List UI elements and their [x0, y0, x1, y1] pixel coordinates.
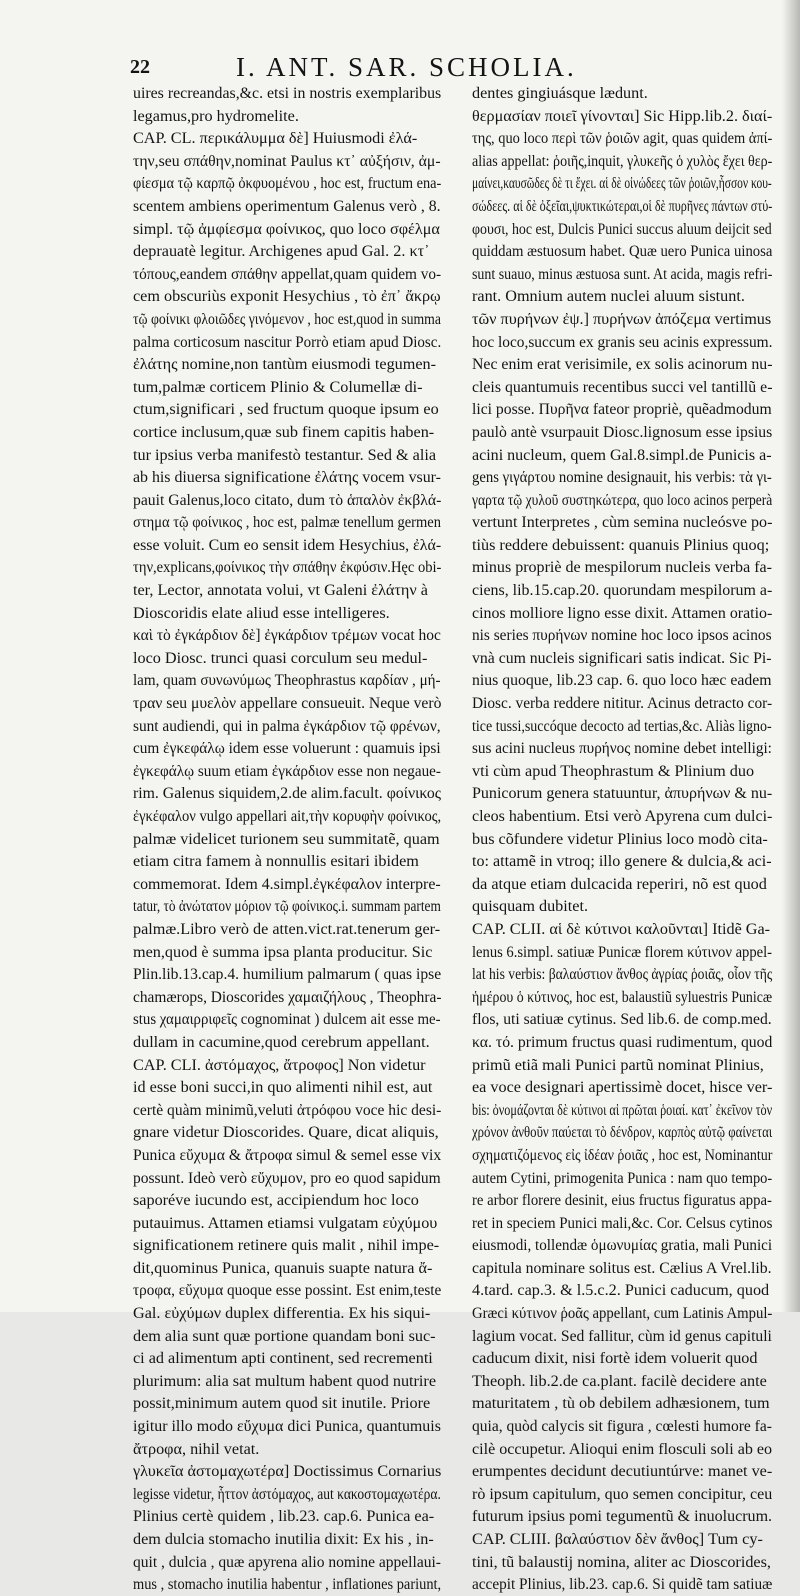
text-line: Plinius certè quidem , lib.23. cap.6. Punica ea-: [133, 1507, 435, 1526]
text-line: τραν seu μυελὸν appellare consueuit. Neque verò: [133, 694, 442, 713]
text-line: autem Cytini, primogenita Punica : nam quo tempo-: [472, 1168, 773, 1187]
text-line: saporéve iucundo est, accipiendum hoc loco: [133, 1191, 419, 1210]
text-line: capitula nominare solitus est. Cælius A Vrel.lib.: [472, 1258, 772, 1277]
text-line: significationem retinere quis malit , nihil impe-: [133, 1236, 440, 1255]
text-line: commemorat. Idem 4.simpl.ἐγκέφαλον interpre-: [133, 874, 441, 893]
text-line: φίεσμα τῷ καρπῷ ὀκφυομένου , hoc est, fructum ena-: [133, 174, 442, 193]
text-line: to: attamẽ in vtroq; illo genere & dulcia,& aci-: [472, 852, 772, 871]
text-line: Diosc. verba reddere nititur. Acinus detracto cor-: [472, 694, 773, 713]
text-line: CAP. CLII. αἱ δὲ κύτινοι καλοῦνται] Itidẽ Ga-: [472, 919, 771, 938]
text-line: cinos molliore ligno esse dixit. Attamen oratio-: [472, 603, 773, 622]
text-line: cortice inclusum,quæ sub finem capitis haben-: [133, 422, 435, 441]
text-line: rant. Omnium autem nuclei aluum sistunt.: [472, 287, 745, 306]
text-line: palma corticosum nascitur Porrò etiam apud Diosc.: [133, 332, 442, 351]
text-line: dem dulcia stomacho inutilia dixit: Ex his , in-: [133, 1530, 434, 1548]
running-title: I. ANT. SAR. SCHOLIA.: [236, 52, 577, 82]
text-line: pauit Galenus,loco citato, dum τὸ ἁπαλὸν ἐκβλά-: [133, 490, 442, 509]
gutter-shadow: [782, 0, 800, 1312]
text-line: καὶ τὸ ἐγκάρδιον δὲ] ἐγκάρδιον τρέμων vocat hoc: [133, 626, 441, 645]
text-line: bus cõfundere videtur Plinius loco modò cita-: [472, 829, 768, 848]
text-line: φουσι, hoc est, Dulcis Punici succus aluum deijcit sed: [472, 219, 772, 238]
text-line: ab his diuersa significatione ἐλάτης vocem vsur-: [133, 468, 441, 487]
text-line: γλυκεῖα ἀστομαχωτέρα] Doctissimus Cornarius: [133, 1462, 442, 1481]
text-line: da atque etiam dulcacida reperiri, nõ est quod: [472, 874, 767, 893]
text-line: mus , stomacho inutilia habentur , inflationes pariunt,: [133, 1575, 442, 1594]
text-line: ἐγκέφαλον vulgo appellari ait,τὴν κορυφὴν φοίνικος,: [133, 807, 442, 825]
text-line: etiam citra famem à nonnullis esitari ibidem: [133, 852, 419, 871]
page-number: 22: [130, 56, 150, 78]
text-line: γαρτα τῷ χυλοῦ συστηκώτερα, quo loco acinos perperà: [472, 490, 773, 509]
text-line: cleos habentium. Etsi verò Apyrena cum dulci-: [472, 807, 773, 825]
right-column: [472, 82, 772, 1596]
text-line: Punicorum genera statuuntur, ἀπυρήνων & nu-: [472, 784, 773, 803]
text-line: eiusmodi, tollendæ ὁμωνυμίας gratia, mali Punici: [472, 1236, 773, 1255]
text-line: χρόνον ἀνθοῦν παύεται τὸ δένδρον, καρπὸς αὐτῷ φαίνεται: [472, 1123, 773, 1142]
text-line: vnà cum nucleis significari satis indicat. Sic Pi-: [472, 648, 772, 667]
text-line: την,seu σπάθην,nominat Paulus κτ᾽ αὐξήσιν, ἀμ-: [133, 151, 441, 170]
text-line: ret in speciem Punici mali,&c. Cor. Celsus cytinos: [472, 1213, 773, 1232]
text-line: ciens, lib.15.cap.20. quorundam mespilorum a-: [472, 581, 773, 600]
text-line: tur ipsius verba manifestò testantur. Sed & alia: [133, 445, 437, 464]
text-line: flos, uti satiuæ cytinus. Sed lib.6. de comp.med.: [472, 1010, 772, 1029]
text-line: esse voluit. Cum eo sensit idem Hesychius, ἐλά-: [133, 535, 442, 554]
text-line: tini, tũ balaustij nomina, aliter ac Dioscorides,: [472, 1552, 771, 1571]
text-line: θερμασίαν ποιεῖ γίνονται] Sic Hipp.lib.2. διαί-: [472, 106, 773, 125]
text-line: dit,quominus Punica, quanuis suapte natura ἄ-: [133, 1258, 433, 1277]
text-line: CAP. CLIII. βαλαύστιον δὲν ἄνθος] Tum cy-: [472, 1530, 763, 1548]
text-line: lenus 6.simpl. satiuæ Punicæ florem κύτινον appel-: [472, 942, 773, 961]
text-line: acini nucleum, quem Gal.8.simpl.de Punicis a-: [472, 445, 772, 464]
text-line: palmæ.Libro verò de atten.vict.rat.tenerum ger-: [133, 919, 441, 938]
text-line: sunt suauo, minus æstuosa sunt. At acida, magis refri-: [472, 264, 773, 283]
text-line: Nec enim erat verisimile, ex solis acinorum nu-: [472, 355, 773, 374]
text-line: Gal. εὐχύμων duplex differentia. Ex his siqui-: [133, 1304, 431, 1323]
text-line: σχηματιζόμενος εἰς ἰδέαν ῥοιᾶς , hoc est, Nominantur: [472, 1145, 773, 1164]
text-line: την,explicans,φοίνικος τὴν σπάθην ἐκφύσιν.Hęc obi-: [133, 558, 442, 577]
text-line: της, quo loco περὶ τῶν ῥοιῶν agit, quas quidem ἀπί-: [472, 129, 773, 148]
text-line: cilè occupetur. Alioqui enim flosculi soli ab eo: [472, 1439, 773, 1458]
text-line: legisse videtur, ἧττον ἀστόμαχος, aut κακοστομαχωτέρα.: [133, 1484, 441, 1503]
text-line: plurimum: alia sat multum habent quod nutrire: [133, 1371, 437, 1390]
text-line: re arbor florere desinit, eius fructus figuratus appa-: [472, 1191, 772, 1210]
text-line: μαίνει,καυσῶδες δὲ τι ἔχει. αἱ δὲ οἰνώδεες τῶν ῥοιῶν,ἧσσον κου-: [472, 174, 772, 193]
text-line: ter, Lector, annotata volui, vt Galeni ἐλάτην à: [133, 581, 428, 600]
text-line: cum ἐγκεφάλῳ idem esse voluerunt : quamuis ipsi: [133, 739, 441, 758]
text-line: id esse boni succi,in quo alimenti nihil est, aut: [133, 1078, 433, 1097]
text-line: ἄτροφα, nihil vetat.: [133, 1439, 260, 1458]
text-line: certè quàm minimũ,veluti ἀτρόφου voce hic desi-: [133, 1100, 442, 1119]
text-line: στημα τῷ φοίνικος , hoc est, palmæ tenellum germen: [133, 513, 441, 532]
text-line: CAP. CL. περικάλυμμα δὲ] Huiusmodi ἐλά-: [133, 129, 418, 148]
text-line: σώδεες. αἱ δὲ ὀξεῖαι,ψυκτικώτεραι,οἱ δὲ πυρῆνες πάντων στύ-: [472, 196, 773, 215]
text-line: putauimus. Attamen etiamsi vulgatam εὐχύμου: [133, 1213, 438, 1232]
text-line: quisquam dubitet.: [472, 897, 588, 916]
text-line: Dioscoridis elate aliud esse intelligeres.: [133, 603, 390, 622]
text-line: uires recreandas,&c. etsi in nostris exemplaribus: [133, 84, 442, 102]
text-line: men,quod è summa ipsa planta producitur. Sic: [133, 942, 433, 961]
text-line: bis: ὀνομάζονται δὲ κύτινοι αἱ πρῶται ῥοιαί. κατ᾽ ἐκεῖνον τὸν: [472, 1100, 773, 1119]
left-column: [133, 82, 441, 1596]
text-line: quiddam æstuosum habet. Quæ uero Punica uinosa: [472, 242, 773, 261]
page-header: [130, 52, 760, 86]
text-line: tatur, τὸ ἀνώτατον μόριον τῷ φοίνικος.i. summam partem: [133, 897, 441, 916]
text-line: tiùs reddere debuissent: quanuis Plinius quoq;: [472, 535, 770, 554]
text-line: futurum ipsius pomi tegumentũ & inuolucrum.: [472, 1507, 773, 1526]
text-line: palmæ videlicet turionem seu summitatẽ, quam: [133, 829, 440, 848]
text-line: dullam in cacumine,quod cerebrum appellant.: [133, 1032, 430, 1051]
text-line: ἡμέρου ὁ κύτινος, hoc est, balaustiũ syluestris Punicæ: [472, 987, 773, 1006]
text-line: ea voce designari apertissimè docet, hisce ver-: [472, 1078, 773, 1097]
text-line: vertunt Interpretes , cùm semina nucleósve po-: [472, 513, 773, 532]
text-line: ἐλάτης nomine,non tantùm eiusmodi tegumen-: [133, 355, 437, 374]
text-line: κα. τό. primum fructus quasi rudimentum, quod: [472, 1032, 773, 1051]
text-line: ci ad alimentum apti continent, sed recrementi: [133, 1349, 433, 1368]
text-line: nius quoque, lib.23 cap. 6. quo loco hæc eadem: [472, 671, 772, 690]
text-line: vti cùm apud Theophrastum & Plinium duo: [472, 761, 755, 780]
text-line: gens γιγάρτου nomine designauit, his verbis: τὰ γι-: [472, 468, 772, 487]
text-line: τῷ φοίνικι φλοιῶδες γινόμενον , hoc est,quod in summa: [133, 309, 441, 328]
text-line: lici posse. Πυρῆνα fateor propriè, quẽadmodum: [472, 400, 772, 419]
text-line: simpl. τῷ ἀμφίεσμα φοίνικος, quo loco σφέλμα: [133, 219, 440, 238]
text-line: possunt. Ideò verò εὔχυμον, pro eo quod sapidum: [133, 1168, 441, 1187]
text-line: minus propriè de mespilorum nucleis verba fa-: [472, 558, 772, 577]
text-line: igitur illo modo εὔχυμα dici Punica, quantumuis: [133, 1417, 441, 1436]
text-line: maturitatem , tù ob debilem adhæsionem, tum: [472, 1394, 770, 1413]
text-line: quit , dulcia , quæ apyrena alio nomine appellaui-: [133, 1552, 441, 1571]
text-line: dem alia sunt quæ portione quandam boni suc-: [133, 1326, 436, 1345]
text-line: rò ipsum capitulum, quo semen concipitur, ceu: [472, 1484, 773, 1503]
text-line: legamus,pro hydromelite.: [133, 106, 299, 125]
text-line: tum,palmæ corticem Plinio & Columellæ di-: [133, 377, 423, 396]
text-line: ἐγκεφάλῳ suum etiam ἐγκάρδιον esse non negaue-: [133, 761, 441, 780]
text-line: Græci κύτινον ῥοᾶς appellant, cum Latinis Ampul-: [472, 1304, 773, 1323]
text-line: Punica εὔχυμα & ἄτροφα simul & semel esse vix: [133, 1145, 442, 1164]
text-line: possit,minimum autem quod sit inutile. Priore: [133, 1394, 431, 1413]
text-line: CAP. CLI. ἀστόμαχος, ἄτροφος] Non videtur: [133, 1055, 426, 1074]
text-line: gnare videtur Dioscorides. Quare, dicat aliquis,: [133, 1123, 439, 1142]
text-line: deprauatè legitur. Archigenes apud Gal. 2. κτ᾽: [133, 242, 430, 261]
text-line: sunt audiendi, qui in palma ἐγκάρδιον τῷ φρένων,: [133, 716, 441, 735]
text-line: cem obscuriùs exponit Hesychius , τὸ ἐπ᾽ ἄκρῳ: [133, 287, 441, 306]
text-line: τροφα, εὔχυμα quoque esse possint. Est enim,teste: [133, 1281, 442, 1300]
text-line: paulò antè vsurpauit Diosc.lignosum esse ipsius: [472, 422, 773, 441]
text-line: scentem ambiens operimentum Galenus verò , 8.: [133, 196, 441, 215]
text-line: nis series πυρήνων nomine hoc loco ipsos acinos: [472, 626, 772, 645]
text-line: sus acini nucleus πυρήνος nomine debet intelligi:: [472, 739, 772, 758]
text-line: lam, quam συνωνύμως Theophrastus καρδίαν , μή-: [133, 671, 441, 690]
text-line: Theoph. lib.2.de ca.plant. facilè decidere ante: [472, 1371, 767, 1390]
text-line: caducum dixit, nisi fortè idem voluerit quod: [472, 1349, 758, 1368]
text-line: chamærops, Dioscorides χαμαιζήλους , Theophra-: [133, 987, 442, 1006]
text-line: dentes gingiuásque lædunt.: [472, 84, 648, 102]
text-line: tice tussi,succóque decocto ad tertias,&c. Aliàs ligno-: [472, 716, 772, 735]
text-line: erumpentes decidunt decutiuntúrve: manet ve-: [472, 1462, 773, 1481]
text-line: primũ etiã mali Punici partũ nominat Plinius,: [472, 1055, 764, 1074]
text-line: accepit Plinius, lib.23. cap.6. Si quidẽ tam satiuæ: [472, 1575, 773, 1594]
text-line: loco Diosc. trunci quasi corculum seu medul-: [133, 648, 428, 667]
text-line: 4.tard. cap.3. & l.5.c.2. Punici caducum, quod: [472, 1281, 770, 1300]
text-line: alias appellat: ῥοιῆς,inquit, γλυκεῆς ὁ χυλὸς ἔχει θερ-: [472, 151, 773, 170]
text-line: stus χαμαιρριφεῖς cognominat ) dulcem ait esse me-: [133, 1010, 441, 1029]
text-line: τόπους,eandem σπάθην appellat,quam quidem vo-: [133, 264, 442, 283]
text-line: τῶν πυρήνων ἐψ.] πυρήνων ἀπόζεμα vertimus: [472, 309, 772, 328]
text-line: hoc loco,succum ex granis seu acinis expressum.: [472, 332, 773, 351]
text-line: ctum,significari , sed fructum quoque ipsum eo: [133, 400, 439, 419]
text-line: cleis quantumuis recentibus succi vel tantillũ e-: [472, 377, 773, 396]
text-line: lat his verbis: βαλαύστιον ἄνθος ἀγρίας ῥοιᾶς, οἷον τῆς: [472, 965, 773, 984]
text-line: quia, quòd calycis sit figura , cœlesti humore fa-: [472, 1417, 772, 1436]
text-line: lagium vocat. Sed fallitur, cùm id genus capituli: [472, 1326, 772, 1345]
text-line: Plin.lib.13.cap.4. humilium palmarum ( quas ipse: [133, 965, 442, 984]
text-line: rim. Galenus siquidem,2.de alim.facult. φοίνικος: [133, 784, 442, 803]
